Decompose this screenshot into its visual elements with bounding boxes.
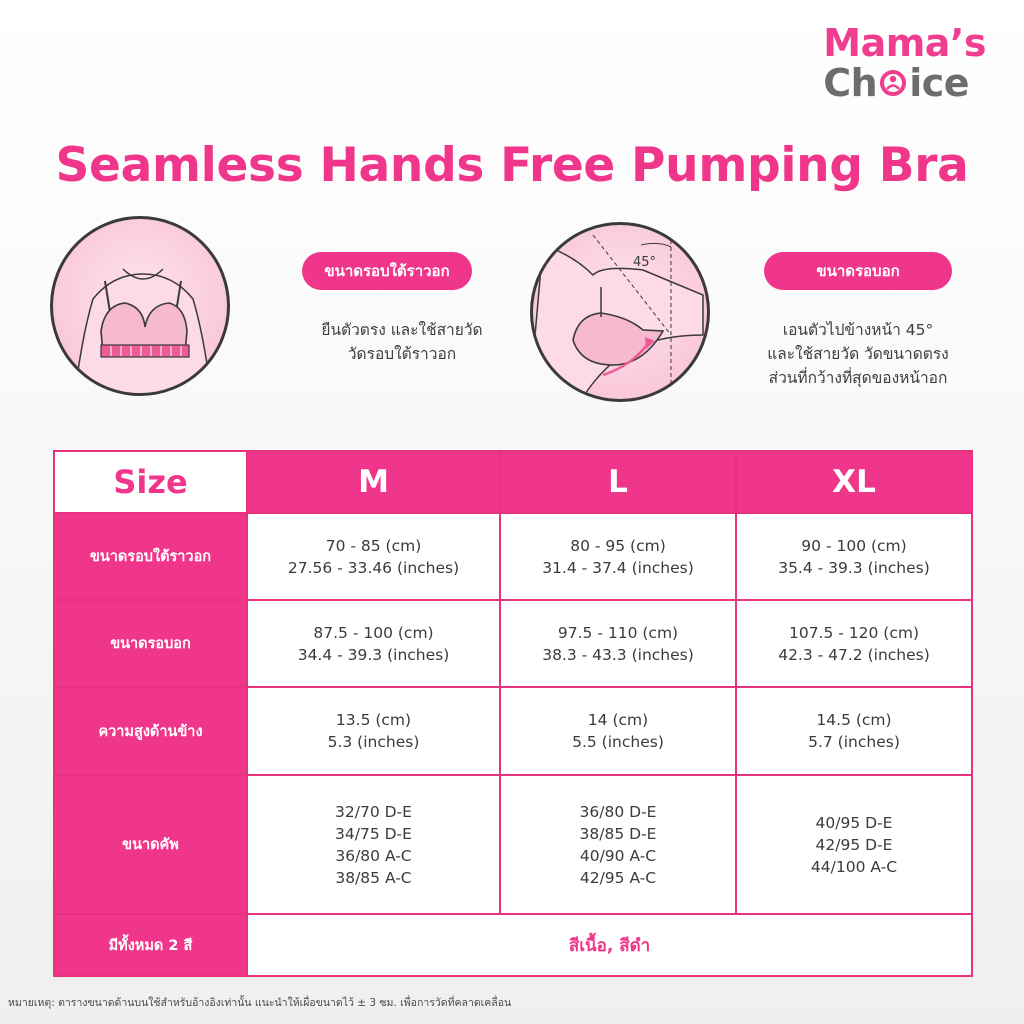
cell-line: 87.5 - 100 (cm) <box>313 623 434 642</box>
size-header: Size <box>54 451 247 513</box>
row-label: ขนาดรอบใต้ราวอก <box>54 513 247 600</box>
table-cell <box>736 513 972 600</box>
brand-line-2-suffix: ice <box>909 61 970 105</box>
underbust-desc-line: วัดรอบใต้ราวอก <box>347 345 457 363</box>
cell-line: 38/85 A-C <box>335 868 412 887</box>
cell-line: 5.7 (inches) <box>808 733 900 751</box>
cell-line: 35.4 - 39.3 (inches) <box>778 558 930 577</box>
bra-side-icon <box>533 225 710 402</box>
cell-line: 42.3 - 47.2 (inches) <box>778 645 930 664</box>
bust-illustration <box>530 222 710 402</box>
table-header-row <box>54 451 972 513</box>
underbust-label: ขนาดรอบใต้ราวอก <box>302 252 472 290</box>
table-row <box>54 600 972 687</box>
cell-line: 42/95 D-E <box>815 835 893 854</box>
row-label: ความสูงด้านข้าง <box>54 687 247 775</box>
bust-description <box>740 318 976 390</box>
cell-line: 27.56 - 33.46 (inches) <box>287 558 460 577</box>
table-cell <box>500 775 736 914</box>
table-cell <box>736 600 972 687</box>
cell-line: 97.5 - 110 (cm) <box>557 623 679 642</box>
mother-baby-icon <box>878 68 908 98</box>
cell-line: 42/95 A-C <box>579 868 657 887</box>
underbust-illustration <box>50 216 230 396</box>
column-header-l: L <box>500 451 736 513</box>
cell-line: 36/80 A-C <box>335 846 412 865</box>
cell-line: 5.3 (inches) <box>327 733 420 751</box>
column-header-xl: XL <box>736 451 972 513</box>
cell-line: 14.5 (cm) <box>816 711 892 729</box>
table-cell <box>247 775 500 914</box>
row-label: ขนาดคัพ <box>54 775 247 914</box>
brand-line-2 <box>823 61 986 105</box>
brand-line-1: Mama’s <box>823 21 986 65</box>
bust-desc-line: และใช้สายวัด วัดขนาดตรง <box>767 345 949 363</box>
cell-line: 40/90 A-C <box>579 846 657 865</box>
colors-row-label: มีทั้งหมด 2 สี <box>54 914 247 976</box>
cell-line: 36/80 D-E <box>579 802 657 821</box>
bust-label: ขนาดรอบอก <box>764 252 952 290</box>
footnote: หมายเหตุ: ตารางขนาดด้านบนใช้สำหรับอ้างอิงเท่านั้น แนะนำให้เผื่อขนาดไว้ ± 3 ซม. เพื่อการวัดที่คลาดเคลื่อน <box>8 997 512 1009</box>
bra-front-icon <box>53 219 230 396</box>
table-row <box>54 775 972 914</box>
table-cell <box>247 687 500 775</box>
cell-line: 14 (cm) <box>587 711 649 729</box>
cell-line: 90 - 100 (cm) <box>801 536 907 555</box>
cell-line: 107.5 - 120 (cm) <box>788 623 920 642</box>
column-header-m: M <box>247 451 500 513</box>
cell-line: 70 - 85 (cm) <box>325 536 422 555</box>
brand-line-2-prefix: Ch <box>823 61 878 105</box>
table-cell <box>736 687 972 775</box>
table-cell <box>500 687 736 775</box>
underbust-desc-line: ยืนตัวตรง และใช้สายวัด <box>321 321 483 339</box>
table-row <box>54 513 972 600</box>
cell-line: 13.5 (cm) <box>335 711 412 729</box>
cell-line: 40/95 D-E <box>815 813 893 832</box>
underbust-description <box>292 318 512 366</box>
table-cell <box>247 513 500 600</box>
cell-line: 80 - 95 (cm) <box>570 536 666 555</box>
angle-label: 45° <box>633 255 657 270</box>
cell-line: 32/70 D-E <box>335 802 412 821</box>
cell-line: 44/100 A-C <box>810 857 898 876</box>
cell-line: 38/85 D-E <box>579 824 657 843</box>
table-cell <box>247 600 500 687</box>
brand-logo <box>823 21 986 105</box>
table-row <box>54 914 972 976</box>
cell-line: 34/75 D-E <box>335 824 412 843</box>
row-label: ขนาดรอบอก <box>54 600 247 687</box>
cell-line: 34.4 - 39.3 (inches) <box>297 645 450 664</box>
cell-line: 31.4 - 37.4 (inches) <box>542 558 694 577</box>
cell-line: 38.3 - 43.3 (inches) <box>542 645 694 664</box>
bust-desc-line: ส่วนที่กว้างที่สุดของหน้าอก <box>768 369 948 387</box>
size-table <box>53 450 973 977</box>
table-row <box>54 687 972 775</box>
cell-line: 5.5 (inches) <box>572 733 664 751</box>
table-cell <box>500 600 736 687</box>
bust-desc-line: เอนตัวไปข้างหน้า 45° <box>782 321 934 339</box>
table-cell <box>736 775 972 914</box>
page-title: Seamless Hands Free Pumping Bra <box>55 138 969 193</box>
colors-value: สีเนื้อ, สีดำ <box>247 914 972 976</box>
table-cell <box>500 513 736 600</box>
